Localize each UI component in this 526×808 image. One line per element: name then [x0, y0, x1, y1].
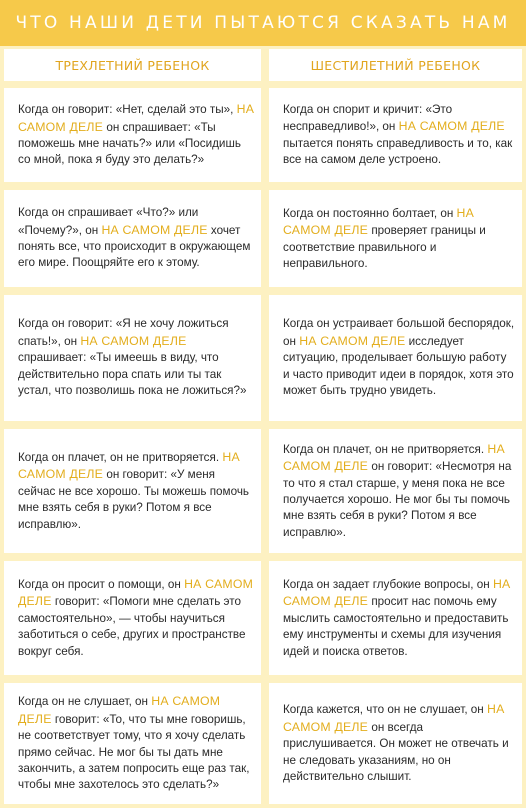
- card-three-year-row-5: [4, 561, 261, 675]
- text-before: Когда он говорит: «Нет, сделай это ты»,: [18, 103, 237, 117]
- highlight-phrase: НА САМОМ ДЕЛЕ: [398, 119, 505, 134]
- highlight-phrase: НА САМОМ ДЕЛЕ: [18, 576, 254, 609]
- highlight-phrase: НА САМОМ ДЕЛЕ: [80, 333, 187, 348]
- card-text: [18, 449, 255, 533]
- card-six-year-row-1: [269, 88, 522, 182]
- text-after: говорит: «То, что ты мне говоришь, не соответствует тому, что я хочу сделать прямо сейчас. Не мог бы ты дать мне закончить, а затем попросить еще раз так, чтобы мне захотелось это сделать?»: [18, 712, 250, 792]
- card-six-year-row-6: [269, 683, 522, 804]
- card-six-year-row-2: [269, 190, 522, 287]
- card-three-year-row-3: [4, 295, 261, 421]
- card-text: [283, 102, 516, 169]
- text-after: просит нас помочь ему мыслить самостоятельно и предоставить ему инструменты и схемы для изучения идей и поиска ответов.: [283, 595, 509, 658]
- text-before: Когда он устраивает большой беспорядок, он: [283, 317, 515, 348]
- card-text: [18, 576, 255, 660]
- card-text: [18, 316, 255, 399]
- text-after: хочет понять все, что происходит в окружающем его мире. Поощряйте его к этому.: [18, 223, 251, 270]
- highlight-phrase: НА САМОМ ДЕЛЕ: [299, 333, 406, 348]
- highlight-phrase: НА САМОМ ДЕЛЕ: [18, 694, 221, 726]
- card-text: [283, 316, 516, 399]
- text-after: он всегда прислушивается. Он может не отвечать и не следовать указаниям, но он действительно слышит.: [283, 720, 509, 784]
- text-after: он говорит: «У меня сейчас не все хорошо. Ты можешь помочь мне взять себя в руки? Потом я все исправлю».: [18, 468, 249, 531]
- card-text: [283, 576, 516, 660]
- highlight-phrase: НА САМОМ ДЕЛЕ: [283, 576, 511, 609]
- text-before: Когда он задает глубокие вопросы, он: [283, 577, 493, 591]
- card-six-year-row-4: [269, 429, 522, 553]
- card-text: [18, 205, 255, 272]
- card-text: [18, 101, 255, 169]
- card-three-year-row-4: [4, 429, 261, 553]
- text-before: Когда он плачет, он не притворяется.: [18, 450, 223, 464]
- card-six-year-row-3: [269, 295, 522, 421]
- text-after: исследует ситуацию, проделывает большую работу и часто приводит идеи в порядок, хотя это может быть трудно увидеть.: [283, 334, 514, 398]
- card-text: [283, 205, 516, 273]
- column-header-six-year-old: ШЕСТИЛЕТНИЙ РЕБЕНОК: [269, 49, 522, 81]
- text-after: пытается понять справедливость и то, как все на самом деле устроено.: [283, 136, 513, 166]
- text-after: говорит: «Помоги мне сделать это самостоятельно», — чтобы научиться заботиться о себе, других и пространстве вокруг себя.: [18, 595, 246, 658]
- text-after: проверяет границы и соответствие правильного и неправильного.: [283, 224, 486, 270]
- header-banner: [0, 0, 526, 46]
- text-before: Когда он плачет, он не притворяется.: [283, 442, 488, 456]
- card-three-year-row-2: [4, 190, 261, 287]
- text-before: Когда кажется, что он не слушает, он: [283, 703, 488, 717]
- highlight-phrase: НА САМОМ ДЕЛЕ: [283, 441, 505, 474]
- card-three-year-row-6: [4, 683, 261, 804]
- text-after: он говорит: «Несмотря на то что я стал старше, у меня пока не все получается хорошо. Не мог бы ты помочь мне взять себя в руки? Потом я все исправлю».: [283, 460, 512, 539]
- highlight-phrase: НА САМОМ ДЕЛЕ: [101, 222, 208, 237]
- highlight-phrase: НА САМОМ ДЕЛЕ: [283, 205, 475, 238]
- text-before: Когда он говорит: «Я не хочу ложиться спать!», он: [18, 317, 229, 348]
- text-before: Когда он постоянно болтает, он: [283, 206, 457, 220]
- highlight-phrase: НА САМОМ ДЕЛЕ: [283, 702, 505, 734]
- highlight-phrase: НА САМОМ ДЕЛЕ: [18, 449, 240, 482]
- text-before: Когда он спорит и кричит: «Это несправедливо!», он: [283, 102, 453, 134]
- text-after: он спрашивает: «Ты поможешь мне начать?» или «Посидишь со мной, пока я буду это делать?»: [18, 120, 241, 167]
- card-three-year-row-1: [4, 88, 261, 182]
- text-before: Когда он спрашивает «Что?» или «Почему?», он: [18, 206, 199, 237]
- column-header-three-year-old: ТРЕХЛЕТНИЙ РЕБЕНОК: [4, 49, 261, 81]
- text-before: Когда он просит о помощи, он: [18, 577, 185, 591]
- card-text: [18, 693, 255, 793]
- highlight-phrase: НА САМОМ ДЕЛЕ: [18, 102, 255, 134]
- card-text: [283, 701, 516, 785]
- card-text: [283, 441, 516, 541]
- card-six-year-row-5: [269, 561, 522, 675]
- text-after: спрашивает: «Ты имеешь в виду, что действительно пора спать или ты так устал, что позволишь пока не ложиться?»: [18, 351, 247, 398]
- text-before: Когда он не слушает, он: [18, 695, 152, 709]
- page-title: ЧТО НАШИ ДЕТИ ПЫТАЮТСЯ СКАЗАТЬ НАМ: [15, 13, 511, 33]
